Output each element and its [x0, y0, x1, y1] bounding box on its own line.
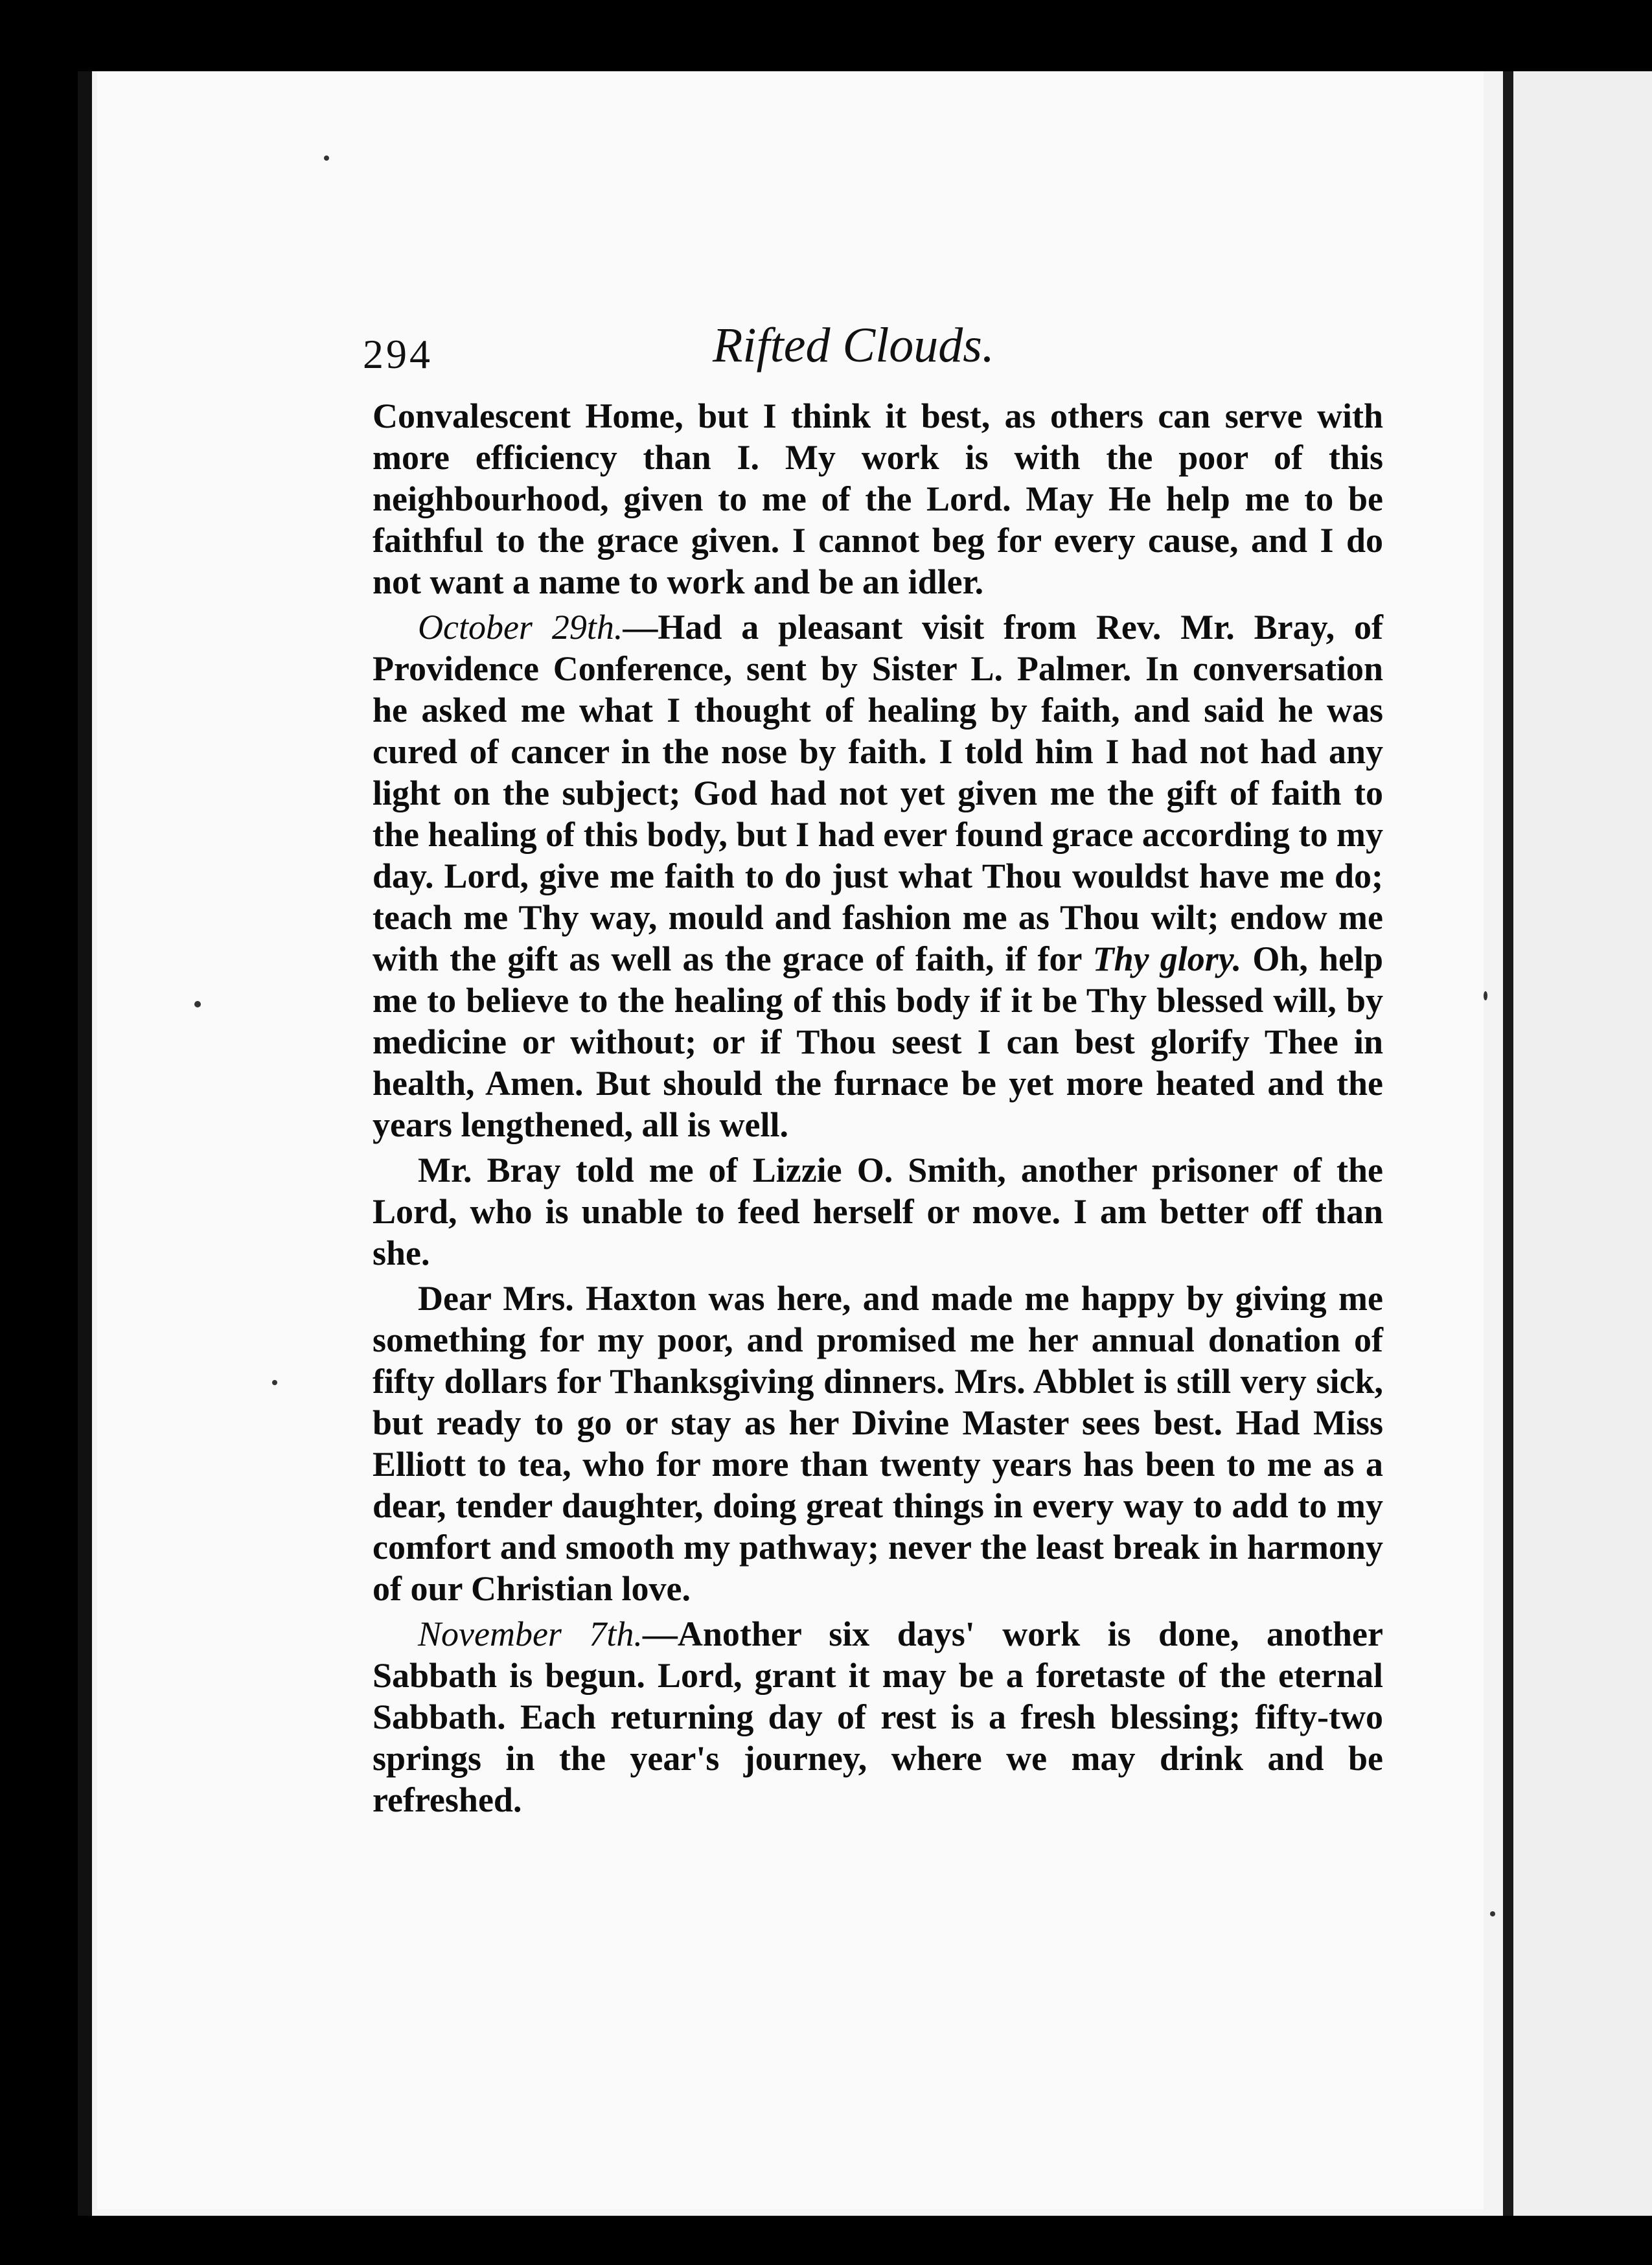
scan-speck: [272, 1380, 277, 1385]
body-text: [373, 395, 1383, 1821]
emphasis-text: Thy glory.: [1092, 939, 1242, 978]
entry-date: October 29th.: [418, 608, 623, 647]
scan-speck: [1490, 1911, 1495, 1916]
paragraph-text: —Had a pleasant visit from Rev. Mr. Bray, of Providence Conference, sent by Sister L. Palmer. In conversation he asked me what I thought of healing by faith, and said he was cured of cancer in the nose by faith. I told him I had not had any light on the subject; God had not yet given me the gift of faith to the healing of this body, but I had ever found grace according to my day. Lord, give me faith to do just what Thou wouldst have me do; teach me Thy way, mould and fashion me as Thou wilt; endow me with the gift as well as the grace of faith, if for: [373, 608, 1384, 978]
entry-date: November 7th.: [418, 1615, 643, 1653]
paragraph-text: Dear Mrs. Haxton was here, and made me happy by giving me something for my poor, and promised me her annual donation of fifty dollars for Thanksgiving dinners. Mrs. Abblet is still very sick, but ready to go or stay as her Divine Master sees best. Had Miss Elliott to tea, who for more than twenty years has been to me as a dear, tender daughter, doing great things in every way to add to my comfort and smooth my pathway; never the least break in harmony of our Christian love.: [373, 1279, 1383, 1608]
scan-speck: [194, 1001, 201, 1007]
paragraph-3: [373, 1149, 1383, 1274]
paragraph-4: [373, 1278, 1383, 1609]
page-number: 294: [363, 331, 433, 377]
page-header: [363, 317, 1373, 389]
paragraph-5: [373, 1613, 1383, 1821]
paragraph-text: Convalescent Home, but I think it best, as others can serve with more efficiency than I. My work is with the poor of this neighbourhood, given to me of the Lord. May He help me to be faithful to the grace given. I cannot beg for every cause, and I do not want a name to work and be an idler.: [373, 397, 1383, 601]
paragraph-2: [373, 606, 1383, 1145]
scan-speck: [324, 155, 329, 161]
running-title: Rifted Clouds.: [713, 318, 994, 373]
paragraph-text: Oh, help me to believe to the healing of this body if it be Thy blessed will, by medicine or without; or if Thou seest I can best glorify Thee in health, Amen. But should the furnace be yet more heated and the years lengthened, all is well.: [373, 939, 1383, 1144]
facing-page-edge: [1503, 71, 1652, 2216]
scan-speck: [1484, 991, 1487, 1000]
paragraph-text: Mr. Bray told me of Lizzie O. Smith, another prisoner of the Lord, who is unable to feed herself or move. I am better off than she.: [373, 1151, 1383, 1272]
paragraph-1: [373, 395, 1383, 603]
paragraph-text: —Another six days' work is done, another Sabbath is begun. Lord, grant it may be a foretaste of the eternal Sabbath. Each returning day of rest is a fresh blessing; fifty-two springs in the year's journey, where we may drink and be refreshed.: [373, 1615, 1383, 1819]
